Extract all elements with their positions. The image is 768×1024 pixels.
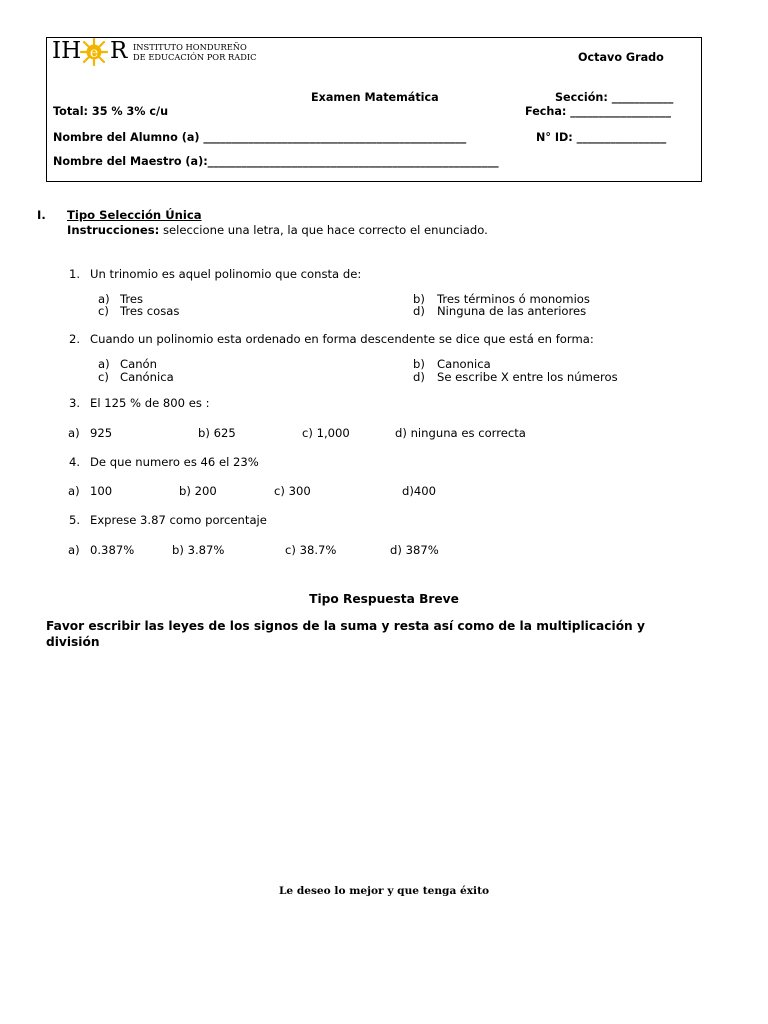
q2-option-c-letter: c) bbox=[98, 370, 109, 384]
q5-option-a-letter: a) bbox=[68, 543, 80, 557]
q2-option-b-letter: b) bbox=[413, 357, 425, 371]
question-1-text: Un trinomio es aquel polinomio que consta de: bbox=[90, 267, 362, 281]
q3-option-b: b) 625 bbox=[198, 426, 236, 440]
q1-option-a-letter: a) bbox=[98, 292, 110, 306]
short-answer-prompt-line-2: división bbox=[46, 635, 100, 649]
q2-option-a: Canón bbox=[120, 357, 157, 371]
question-5-number: 5. bbox=[69, 513, 81, 527]
closing-message: Le deseo lo mejor y que tenga éxito bbox=[278, 885, 490, 897]
q1-option-b-letter: b) bbox=[413, 292, 425, 306]
date-field: Fecha: __________________ bbox=[525, 105, 671, 118]
question-2-number: 2. bbox=[69, 332, 81, 346]
question-3-number: 3. bbox=[69, 396, 81, 410]
logo-line-1: INSTITUTO HONDUREÑO bbox=[133, 42, 247, 52]
q1-option-d: Ninguna de las anteriores bbox=[437, 304, 587, 318]
id-field: N° ID: ________________ bbox=[536, 131, 667, 144]
q4-option-b: b) 200 bbox=[179, 484, 217, 498]
question-5-text: Exprese 3.87 como porcentaje bbox=[90, 513, 267, 527]
instructions-label: Instrucciones: bbox=[67, 223, 160, 237]
q3-option-d: d) ninguna es correcta bbox=[395, 426, 526, 440]
question-1-number: 1. bbox=[69, 267, 81, 281]
q4-option-a: 100 bbox=[90, 484, 113, 498]
section-field: Sección: ___________ bbox=[555, 91, 674, 104]
question-3-text: El 125 % de 800 es : bbox=[90, 396, 210, 410]
q1-option-c-letter: c) bbox=[98, 304, 109, 318]
q5-option-c: c) 38.7% bbox=[285, 543, 337, 557]
instructions-text: seleccione una letra, la que hace correcto el enunciado. bbox=[159, 223, 488, 237]
q3-option-c: c) 1,000 bbox=[302, 426, 350, 440]
q1-option-b: Tres términos ó monomios bbox=[437, 292, 590, 306]
q1-option-d-letter: d) bbox=[413, 304, 425, 318]
svg-text:e: e bbox=[89, 45, 99, 61]
q5-option-a: 0.387% bbox=[90, 543, 135, 557]
section-numeral: I. bbox=[37, 208, 46, 222]
question-2-text: Cuando un polinomio esta ordenado en forma descendente se dice que está en forma: bbox=[90, 332, 594, 346]
q3-option-a: 925 bbox=[90, 426, 113, 440]
exam-title: Examen Matemática bbox=[311, 91, 439, 104]
sun-icon bbox=[78, 37, 110, 67]
instructions bbox=[67, 223, 488, 237]
q4-option-d: d)400 bbox=[402, 484, 437, 498]
q5-option-d: d) 387% bbox=[390, 543, 439, 557]
q2-option-a-letter: a) bbox=[98, 357, 110, 371]
q4-option-a-letter: a) bbox=[68, 484, 80, 498]
q4-option-c: c) 300 bbox=[274, 484, 311, 498]
q2-option-d: Se escribe X entre los números bbox=[437, 370, 618, 384]
q1-option-a: Tres bbox=[120, 292, 144, 306]
grade-label: Octavo Grado bbox=[578, 51, 664, 64]
short-answer-prompt-line-1: Favor escribir las leyes de los signos de la suma y resta así como de la multiplicación y bbox=[46, 619, 645, 633]
q2-option-d-letter: d) bbox=[413, 370, 425, 384]
q3-option-a-letter: a) bbox=[68, 426, 80, 440]
logo-line-2: DE EDUCACIÓN POR RADIC bbox=[133, 52, 257, 62]
short-answer-title: Tipo Respuesta Breve bbox=[309, 592, 459, 606]
total-label: Total: 35 % 3% c/u bbox=[53, 105, 169, 118]
question-4-text: De que numero es 46 el 23% bbox=[90, 455, 259, 469]
q5-option-b: b) 3.87% bbox=[172, 543, 225, 557]
q1-option-c: Tres cosas bbox=[120, 304, 180, 318]
q2-option-b: Canonica bbox=[437, 357, 491, 371]
student-name-field: Nombre del Alumno (a) _______________________________________________ bbox=[53, 131, 467, 144]
q2-option-c: Canónica bbox=[120, 370, 174, 384]
teacher-name-field: Nombre del Maestro (a):____________________________________________________ bbox=[53, 155, 499, 168]
question-4-number: 4. bbox=[69, 455, 81, 469]
logo-letters-left: IH bbox=[52, 38, 82, 64]
logo-letters-right: R bbox=[110, 38, 128, 64]
section-title: Tipo Selección Única bbox=[67, 208, 202, 222]
